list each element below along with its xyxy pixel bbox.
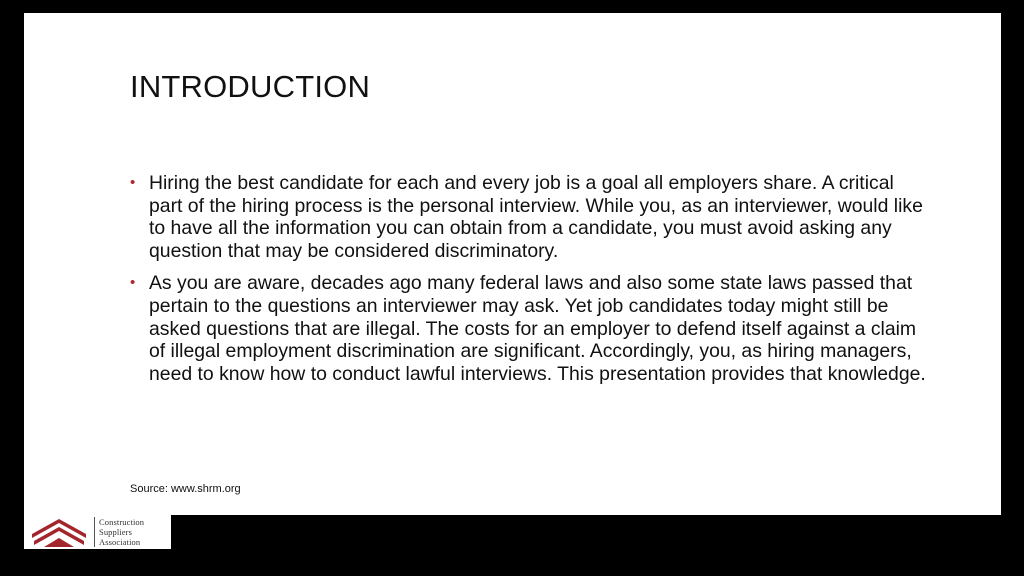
bullet-item — [130, 272, 930, 385]
logo-line-association: Association — [99, 537, 141, 547]
logo-line-construction: Construction — [99, 517, 145, 527]
slide — [24, 13, 1001, 515]
bullet-text: Hiring the best candidate for each and every job is a goal all employers share. A critical part of the hiring process is the personal interview. While you, as an interviewer, would like to have all the information you can obtain from a candidate, you must avoid asking any question that may be considered discriminatory. — [149, 172, 923, 262]
bullet-text: As you are aware, decades ago many federal laws and also some state laws passed that pertain to the questions an interviewer may ask. Yet job candidates today might still be asked questions that are illegal. The costs for an employer to defend itself against a claim of illegal employment discrimination are significant. Accordingly, you, as hiring managers, need to know how to conduct lawful interviews. This presentation provides that knowledge. — [149, 272, 926, 385]
bullet-marker: • — [130, 274, 136, 292]
association-logo — [24, 515, 171, 549]
source-citation: Source: www.shrm.org — [130, 483, 241, 495]
bullet-list — [130, 172, 930, 395]
slide-title: INTRODUCTION — [130, 69, 371, 104]
logo-divider — [94, 517, 95, 547]
house-roof-chevrons-icon — [30, 517, 88, 547]
bullet-item — [130, 172, 930, 262]
logo-wordmark — [99, 517, 144, 547]
logo-line-suppliers: Suppliers — [99, 527, 133, 537]
bullet-marker: • — [130, 174, 136, 191]
